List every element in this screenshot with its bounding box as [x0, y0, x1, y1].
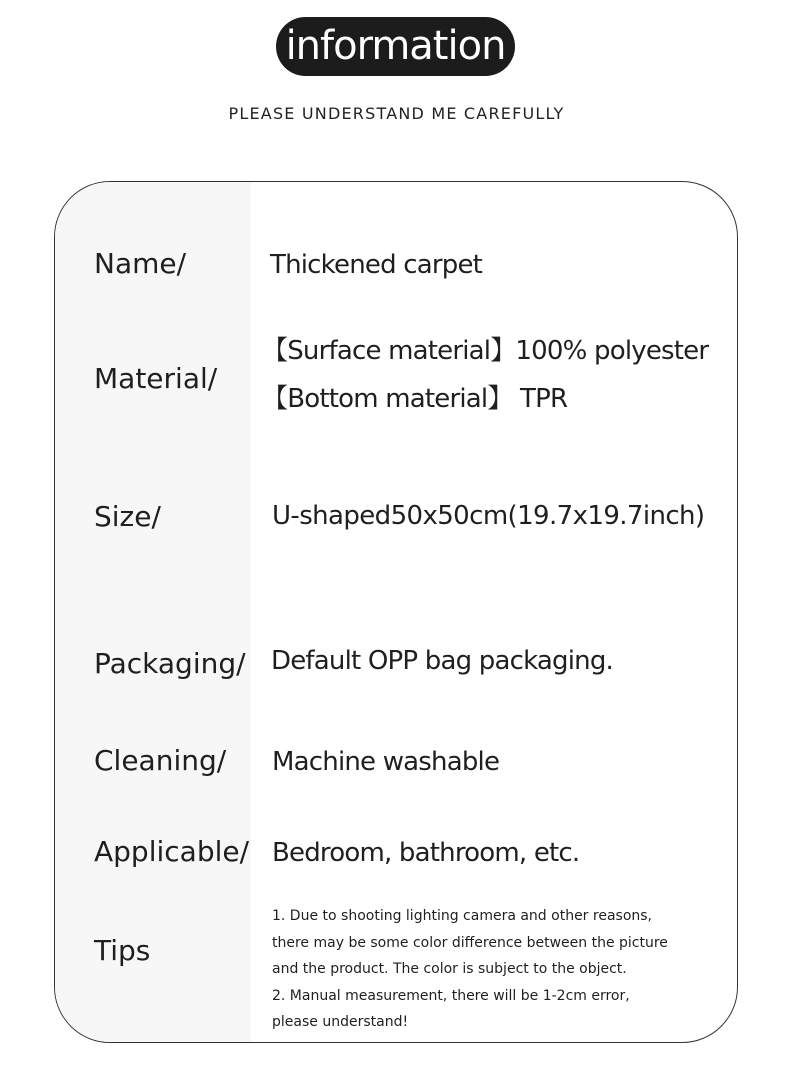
information-title-badge: information [276, 17, 515, 76]
applicable-value: Bedroom, bathroom, etc. [272, 838, 580, 868]
tips-line: 2. Manual measurement, there will be 1-2cm error, [272, 987, 630, 1004]
applicable-label: Applicable/ [94, 835, 250, 868]
name-label: Name/ [94, 247, 187, 280]
page-subtitle: PLEASE UNDERSTAND ME CAREFULLY [228, 104, 565, 123]
packaging-value: Default OPP bag packaging. [271, 646, 613, 676]
material-label: Material/ [94, 362, 218, 395]
size-value: U-shaped50x50cm(19.7x19.7inch) [272, 501, 705, 531]
packaging-label: Packaging/ [94, 647, 246, 680]
bottom-material-value: 【Bottom material】 TPR [262, 384, 568, 414]
tips-line: please understand! [272, 1014, 409, 1030]
cleaning-value: Machine washable [272, 747, 500, 777]
surface-material-value: 【Surface material】100% polyester [262, 336, 709, 366]
tips-line: and the product. The color is subject to the object. [272, 961, 627, 977]
tips-line: there may be some color difference between the picture [272, 934, 668, 951]
label-column-background [55, 182, 251, 1042]
cleaning-label: Cleaning/ [94, 744, 227, 777]
size-label: Size/ [94, 500, 161, 533]
tips-text [272, 903, 712, 1036]
name-value: Thickened carpet [270, 250, 483, 280]
tips-label: Tips [94, 934, 151, 967]
tips-line: 1. Due to shooting lighting camera and other reasons, [272, 908, 653, 924]
